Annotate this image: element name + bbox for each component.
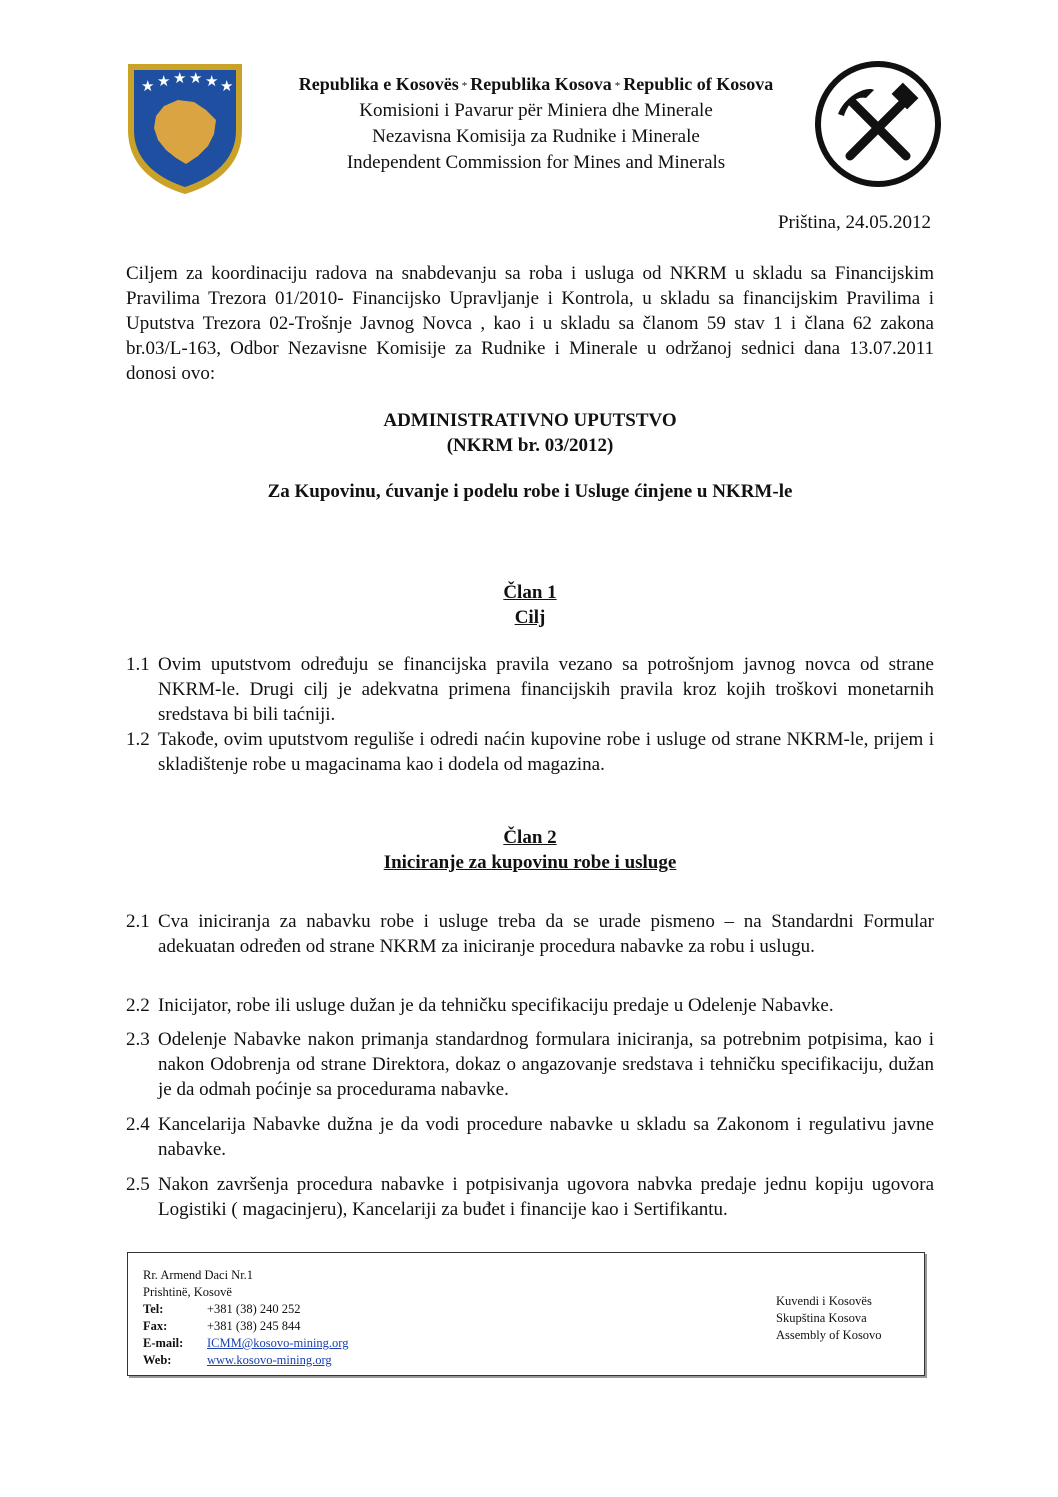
intro-paragraph: Ciljem za koordinaciju radova na snabdevanju sa roba i usluga od NKRM u skladu sa Financijskim Pravilima Trezora 01/2010- Financijsko Upravljanje i Kontrola, u skladu sa financijskim Pravilima i Uputstva Trezora 02-Trošnje Javnog Novca , kao i u skladu sa članom 59 stav 1 i člana 62 zakona br.03/L-163, Odbor Nezavisne Komisije za Rudnike i Minerale u održanoj sednici dana 13.07.2011 donosi ovo: bbox=[126, 263, 934, 384]
item-number: 1.2 bbox=[126, 729, 150, 750]
document-title bbox=[126, 408, 934, 458]
commission-name-en: Independent Commission for Mines and Minerals bbox=[346, 151, 726, 173]
country-name-sq: Republika e Kosovës bbox=[298, 74, 459, 94]
assembly-name-sr: Skupština Kosova bbox=[776, 1311, 867, 1325]
item-text: Ovim uputstvom određuju se financijska pravila vezano sa potrošnjom javnog novca od strane NKRM-le. Drugi cilj je adekvatna primena financijskih pravila kroz kojih troškovi monetarnih sredstava bi bili taćniji. bbox=[158, 654, 934, 725]
list-item bbox=[126, 652, 934, 727]
item-number: 2.5 bbox=[126, 1174, 150, 1195]
web-link[interactable]: www.kosovo-mining.org bbox=[207, 1353, 332, 1367]
assembly-info bbox=[776, 1293, 882, 1344]
list-item bbox=[126, 727, 934, 777]
item-number: 2.2 bbox=[126, 995, 150, 1016]
svg-text:★: ★ bbox=[141, 77, 155, 95]
address-city: Prishtinë, Kosovë bbox=[143, 1285, 232, 1299]
article-2-heading bbox=[126, 825, 934, 875]
separator: * bbox=[461, 79, 468, 92]
address-street: Rr. Armend Daci Nr.1 bbox=[143, 1268, 254, 1282]
email-link[interactable]: ICMM@kosovo-mining.org bbox=[207, 1336, 349, 1350]
country-line bbox=[250, 72, 822, 98]
list-item bbox=[126, 909, 934, 959]
separator: * bbox=[614, 79, 621, 92]
item-text: Nakon završenja procedura nabavke i potpisivanja ugovora nabvka predaje jednu kopiju ugovora Logistiki ( magacinjeru), Kancelariji za buđet i financije kao i Sertifikantu. bbox=[158, 1174, 934, 1220]
web-label: Web: bbox=[143, 1353, 172, 1367]
item-number: 2.3 bbox=[126, 1029, 150, 1050]
list-item bbox=[126, 1172, 934, 1222]
web-row bbox=[143, 1352, 349, 1369]
item-text: Kancelarija Nabavke dužna je da vodi procedure nabavke u skladu sa Zakonom i regulativu javne nabavke. bbox=[158, 1114, 934, 1160]
contact-info bbox=[143, 1267, 349, 1369]
assembly-name-en: Assembly of Kosovo bbox=[776, 1328, 882, 1342]
article-number: Član 1 bbox=[503, 582, 557, 603]
svg-text:★: ★ bbox=[173, 69, 187, 87]
svg-text:★: ★ bbox=[205, 72, 219, 90]
list-item bbox=[126, 1027, 934, 1102]
commission-name-sr: Nezavisna Komisija za Rudnike i Minerale bbox=[372, 125, 700, 147]
fax-value: +381 (38) 245 844 bbox=[207, 1319, 301, 1333]
fax-row bbox=[143, 1318, 349, 1335]
item-text: Inicijator, robe ili usluge dužan je da tehničku specifikaciju predaje u Odelenje Nabavke. bbox=[158, 995, 834, 1016]
tel-label: Tel: bbox=[143, 1302, 164, 1316]
item-text: Odelenje Nabavke nakon primanja standardnog formulara iniciranja, sa potrebnim potpisima, kao i nakon Odobrenja od strane Direktora, dokaz o angazovanje sredstava i tehničku specifikaciju, dužan je da odmah poćinje sa procedurama nabavke. bbox=[158, 1029, 934, 1100]
kosovo-coat-of-arms-icon bbox=[124, 60, 246, 198]
svg-text:★: ★ bbox=[220, 77, 234, 95]
item-text: Takođe, ovim uputstvom reguliše i odredi naćin kupovine robe i usluge od strane NKRM-le, prijem i skladištenje robe u magacinama kao i dodela od magazina. bbox=[158, 729, 934, 775]
country-name-sr: Republika Kosova bbox=[470, 74, 612, 94]
letterhead bbox=[250, 72, 822, 176]
tel-row bbox=[143, 1301, 349, 1318]
email-label: E-mail: bbox=[143, 1336, 184, 1350]
footer-contact-box bbox=[127, 1252, 925, 1376]
article-1-heading bbox=[126, 580, 934, 630]
article-number: Član 2 bbox=[503, 827, 557, 848]
list-item bbox=[126, 1112, 934, 1162]
fax-label: Fax: bbox=[143, 1319, 168, 1333]
article-name: Cilj bbox=[514, 607, 546, 628]
svg-text:★: ★ bbox=[157, 72, 171, 90]
svg-text:★: ★ bbox=[189, 69, 203, 87]
item-number: 1.1 bbox=[126, 654, 150, 675]
title-line: ADMINISTRATIVNO UPUTSTVO bbox=[383, 410, 677, 431]
email-row bbox=[143, 1335, 349, 1352]
commission-name-sq: Komisioni i Pavarur për Miniera dhe Minerale bbox=[359, 99, 713, 121]
title-number: (NKRM br. 03/2012) bbox=[446, 435, 614, 456]
article-name: Iniciranje za kupovinu robe i usluge bbox=[383, 852, 677, 873]
item-text: Cva iniciranja za nabavku robe i usluge treba da se urade pismeno – na Standardni Formular adekuatan određen od strane NKRM za iniciranje procedura nabavke za robu i uslugu. bbox=[158, 911, 934, 957]
item-number: 2.1 bbox=[126, 911, 150, 932]
item-number: 2.4 bbox=[126, 1114, 150, 1135]
list-item bbox=[126, 993, 934, 1018]
tel-value: +381 (38) 240 252 bbox=[207, 1302, 301, 1316]
document-date: Priština, 24.05.2012 bbox=[777, 212, 931, 233]
country-name-en: Republic of Kosova bbox=[623, 74, 774, 94]
hammer-and-pick-logo-icon bbox=[814, 58, 942, 190]
assembly-name-sq: Kuvendi i Kosovës bbox=[776, 1294, 872, 1308]
document-subtitle: Za Kupovinu, ćuvanje i podelu robe i Usluge ćinjene u NKRM-le bbox=[267, 481, 793, 502]
